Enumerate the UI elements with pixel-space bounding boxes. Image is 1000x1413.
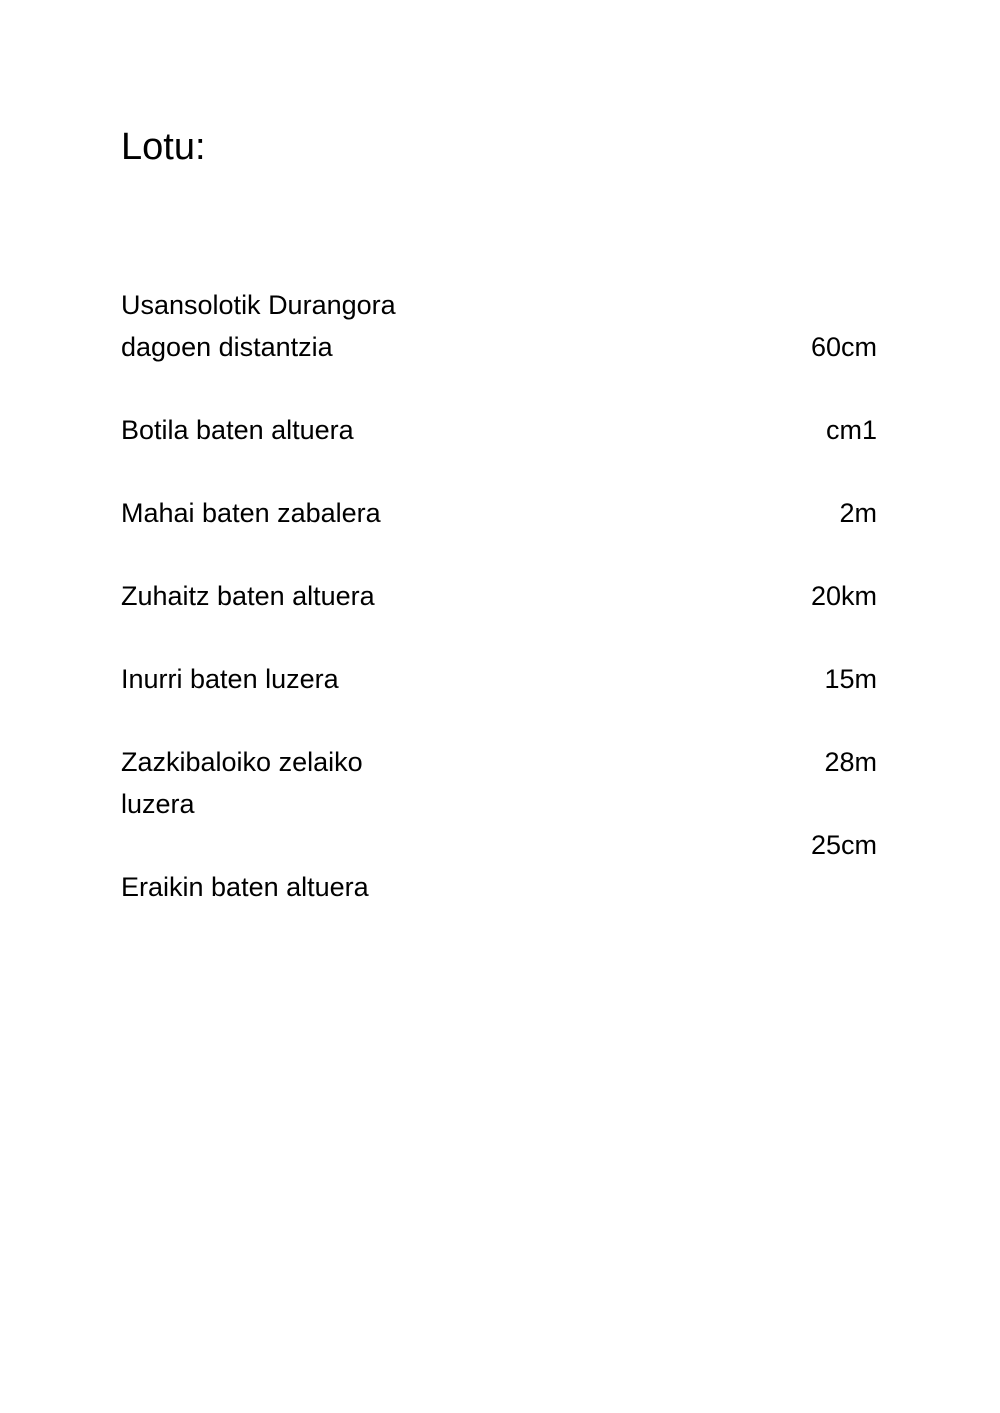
left-item-basketball-line2: luzera xyxy=(121,789,195,819)
right-item-4: 20km xyxy=(810,581,877,611)
left-item-building: Eraikin baten altuera xyxy=(121,872,369,902)
right-item-1: 60cm xyxy=(810,332,877,362)
left-item-bottle: Botila baten altuera xyxy=(121,415,354,445)
right-item-5: 15m xyxy=(824,664,877,694)
left-item-ant: Inurri baten luzera xyxy=(121,664,339,694)
left-item-basketball-line1: Zazkibaloiko zelaiko xyxy=(121,747,363,777)
right-item-6: 28m xyxy=(824,747,877,777)
right-item-7: 25cm xyxy=(810,830,877,860)
left-item-distance-line2: dagoen distantzia xyxy=(121,332,333,362)
left-item-tree: Zuhaitz baten altuera xyxy=(121,581,375,611)
page-title: Lotu: xyxy=(121,126,206,168)
left-item-table: Mahai baten zabalera xyxy=(121,498,381,528)
left-item-distance-line1: Usansolotik Durangora xyxy=(121,290,396,320)
right-item-3: 2m xyxy=(839,498,877,528)
right-item-2: cm1 xyxy=(825,415,877,445)
